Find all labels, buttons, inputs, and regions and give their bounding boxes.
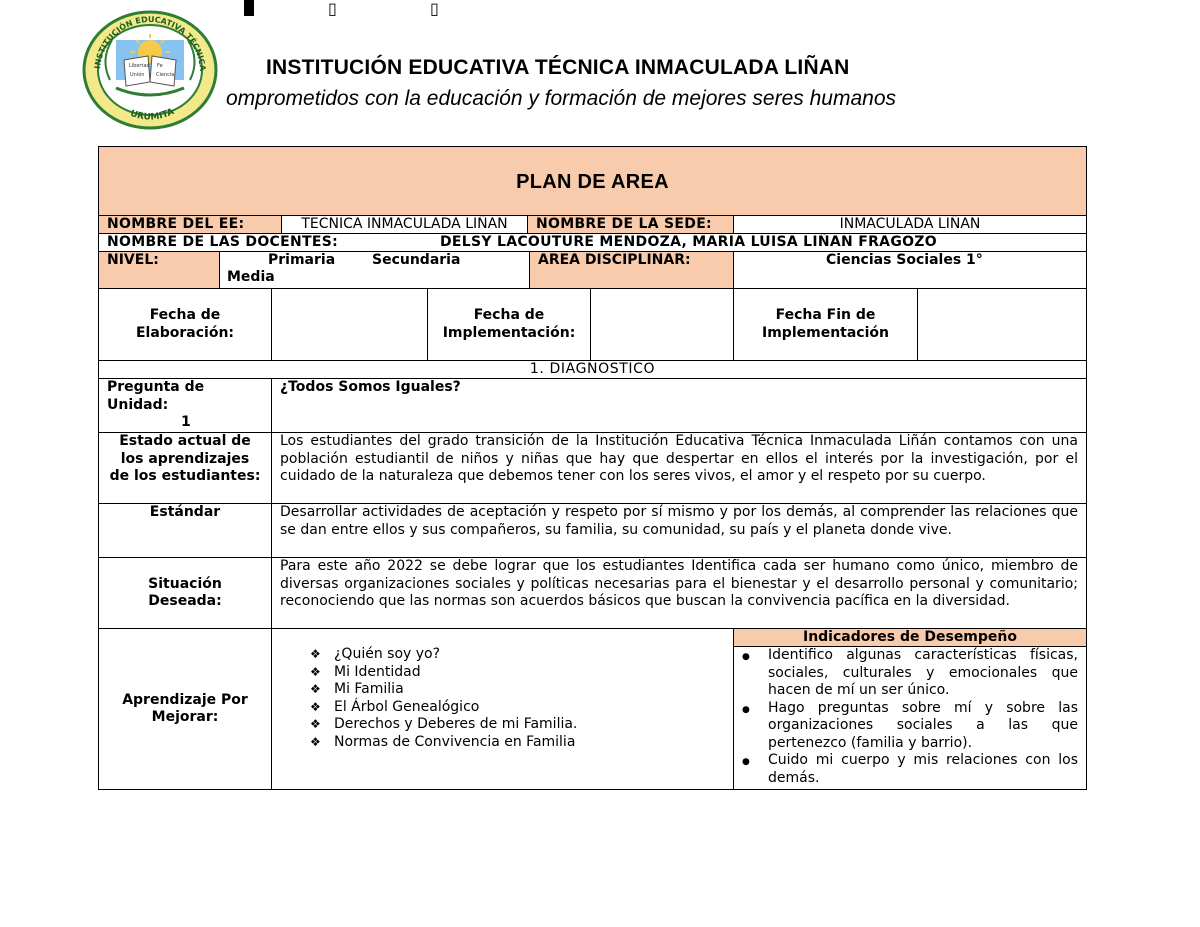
sede-label: NOMBRE DE LA SEDE: (527, 216, 733, 233)
aprendizaje-row (98, 629, 1087, 790)
fecha-fin-value[interactable] (917, 289, 1086, 360)
fecha-implementacion-label (427, 289, 590, 360)
aprendizaje-label: Aprendizaje Por Mejorar: (122, 691, 248, 725)
page-title: PLAN DE AREA (516, 171, 669, 193)
placeholder-glyph-icon: ▯ (328, 0, 337, 18)
pregunta-value: ¿Todos Somos Iguales? (271, 379, 1086, 432)
fecha-elaboracion-value[interactable] (271, 289, 427, 360)
fecha-fin-line1: Fecha Fin de (775, 307, 876, 323)
estandar-row (98, 504, 1087, 558)
nivel-media: Media (227, 269, 275, 285)
pregunta-label-line3: 1 (181, 414, 191, 430)
pregunta-label (99, 379, 271, 432)
indicador-item: ● Hago preguntas sobre mí y sobre las organizaciones sociales a las que pertenezco (familia y barrio). (734, 700, 1078, 753)
indicadores-cell (733, 629, 1086, 789)
square-icon (244, 0, 254, 16)
plan-de-area-table (98, 146, 1087, 790)
pregunta-label-line1: Pregunta de (107, 379, 205, 395)
fecha-implementacion-line2: Implementación: (442, 324, 576, 341)
svg-text:Unión: Unión (130, 72, 145, 78)
fecha-fin-label (733, 289, 917, 360)
indicador-item: ● Cuido mi cuerpo y mis relaciones con los demás. (734, 752, 1078, 787)
indicadores-list (734, 647, 1086, 787)
ee-label: NOMBRE DEL EE: (99, 216, 281, 233)
title-row (98, 146, 1087, 216)
docentes-value: DELSY LACOUTURE MENDOZA, MARIA LUISA LIÑAN FRAGOZO (440, 234, 937, 250)
diagnostico-row (98, 361, 1087, 379)
nivel-label: NIVEL: (99, 252, 219, 288)
svg-text:URUMITA: URUMITA (128, 106, 176, 123)
svg-text:Ciencia: Ciencia (156, 72, 175, 78)
svg-text:Libertad: Libertad (129, 63, 150, 69)
indicadores-heading: Indicadores de Desempeño (734, 629, 1086, 647)
fecha-implementacion-value[interactable] (590, 289, 733, 360)
fecha-fin-line2: Implementación (762, 324, 889, 341)
sede-value: INMACULADA LIÑAN (733, 216, 1086, 233)
situacion-row (98, 558, 1087, 629)
estado-row (98, 433, 1087, 504)
area-value: Ciencias Sociales 1° (733, 252, 1086, 288)
fecha-implementacion-line1: Fecha de (473, 307, 545, 323)
nivel-options (219, 252, 529, 288)
institution-title: INSTITUCIÓN EDUCATIVA TÉCNICA INMACULADA LIÑAN (266, 56, 850, 79)
situacion-label: Situación Deseada: (148, 575, 222, 609)
ee-value: TECNICA INMACULADA LIÑAN (281, 216, 527, 233)
nivel-row (98, 252, 1087, 289)
svg-text:INSTITUCIÓN EDUCATIVA TÉCNICA: INSTITUCIÓN EDUCATIVA TÉCNICA (93, 14, 208, 72)
estandar-label: Estándar (149, 504, 221, 520)
fecha-elaboracion-line1: Fecha de (149, 307, 221, 323)
fecha-elaboracion-line2: Elaboración: (135, 324, 235, 341)
nivel-secundaria: Secundaria (372, 252, 461, 268)
estandar-value: Desarrollar actividades de aceptación y respeto por sí mismo y por los demás, al comprender las relaciones que se dan entre ellos y sus compañeros, su familia, su comunidad, su país y el planeta donde vive. (271, 504, 1086, 557)
situacion-value: Para este año 2022 se debe lograr que los estudiantes Identifica cada ser humano como único, miembro de diversas organizaciones sociales y políticas necesarias para el bienestar y el desarrollo personal y comunitario; reconociendo que las normas son acuerdos básicos que buscan la convivencia pacífica en la diversidad. (271, 558, 1086, 628)
aprendizaje-item: ❖ Normas de Convivencia en Familia (308, 734, 733, 752)
diagnostico-heading: 1. DIAGNOSTICO (529, 361, 656, 377)
docentes-label: NOMBRE DE LAS DOCENTES: (107, 234, 338, 250)
aprendizaje-list-cell (271, 629, 733, 789)
nivel-primaria: Primaria (268, 252, 336, 268)
svg-text:Fe: Fe (157, 63, 163, 69)
aprendizaje-item: ❖ Derechos y Deberes de mi Familia. (308, 716, 733, 734)
aprendizaje-item: ❖ El Árbol Genealógico (308, 699, 733, 717)
fecha-elaboracion-label (99, 289, 271, 360)
pregunta-label-line2: Unidad: (107, 396, 169, 413)
institution-motto: omprometidos con la educación y formación de mejores seres humanos (226, 87, 897, 110)
indicador-item: ● Identifico algunas características físicas, sociales, culturales y emocionales que hacen de mí un ser único. (734, 647, 1078, 700)
placeholder-glyph-icon: ▯ (430, 0, 439, 18)
school-seal-logo (80, 10, 220, 130)
aprendizaje-list (308, 646, 733, 751)
estado-label: Estado actual de los aprendizajes de los estudiantes: (109, 433, 261, 484)
aprendizaje-item: ❖ Mi Identidad (308, 664, 733, 682)
estado-value: Los estudiantes del grado transición de la Institución Educativa Técnica Inmaculada Liñán contamos con una población estudiantil de niños y niñas que hay que despertar en ellos el interés por la investigación, por el cuidado de la naturaleza que debemos tener con los seres vivos, el amor y el respeto por su cuerpo. (271, 433, 1086, 503)
docentes-row (98, 234, 1087, 252)
ee-row (98, 216, 1087, 234)
aprendizaje-item: ❖ ¿Quién soy yo? (308, 646, 733, 664)
pregunta-row (98, 379, 1087, 433)
fechas-row (98, 289, 1087, 361)
area-label: AREA DISCIPLINAR: (529, 252, 733, 288)
aprendizaje-item: ❖ Mi Familia (308, 681, 733, 699)
